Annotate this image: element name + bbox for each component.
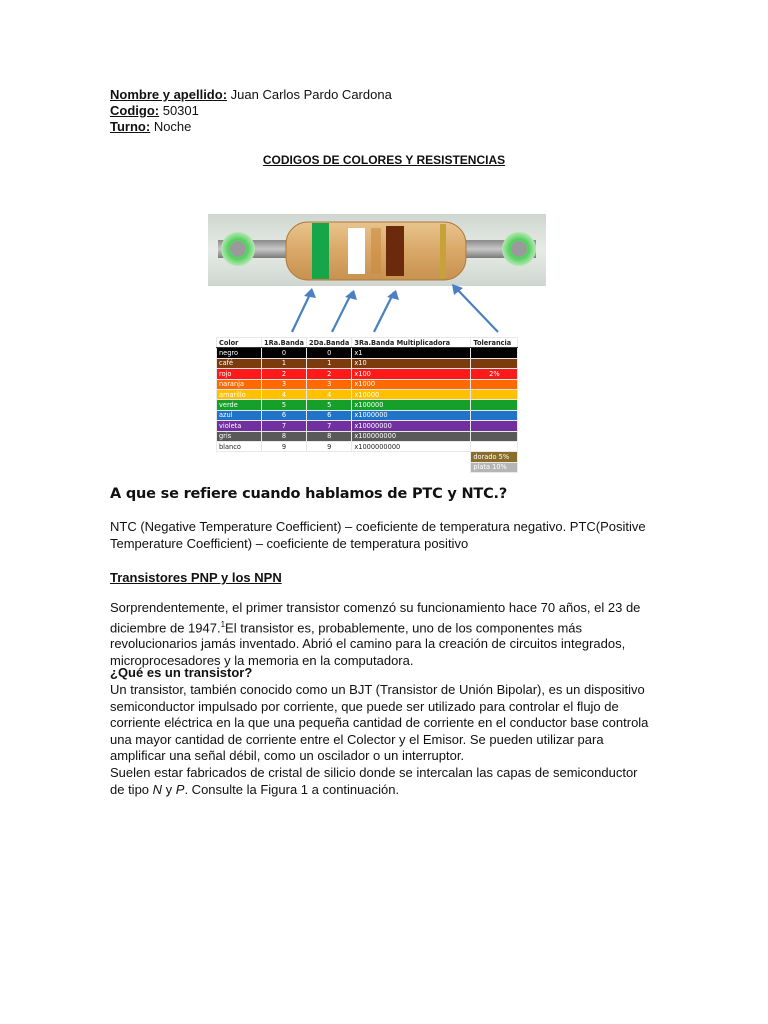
page-title: CODIGOS DE COLORES Y RESISTENCIAS [262, 153, 506, 167]
resistor-band-1 [312, 223, 329, 279]
cell-color-name: café [217, 358, 262, 368]
table-row [217, 379, 518, 389]
cell-band1: 6 [262, 410, 307, 420]
header-multiplier: 3Ra.Banda Multiplicadora [352, 338, 471, 348]
name-value: Juan Carlos Pardo Cardona [230, 87, 392, 102]
cell-multiplier: x1000 [352, 379, 471, 389]
cell-band1: 4 [262, 389, 307, 399]
cell-band1: 1 [262, 358, 307, 368]
cell-band2: 2 [307, 369, 352, 379]
cell-band2: 0 [307, 348, 352, 358]
cell-tolerance [471, 441, 518, 451]
conjunction: y [162, 781, 176, 797]
table-header-row [217, 338, 518, 348]
right-terminal [511, 241, 527, 257]
header-band2: 2Da.Banda [307, 338, 352, 348]
empty-cell [307, 462, 352, 472]
resistor-band-4 [440, 224, 446, 278]
shift-value: Noche [153, 119, 192, 134]
cell-color-name: azul [217, 410, 262, 420]
cell-tolerance: 2% [471, 369, 518, 379]
color-code-rows [217, 348, 518, 473]
arrow-head-2 [345, 290, 357, 300]
cell-multiplier: x10000 [352, 389, 471, 399]
table-row [217, 441, 518, 451]
transistor-definition-paragraph: Un transistor, también conocido como un BJT (Transistor de Unión Bipolar), es un dispositivo semiconductor impulsado por corriente, que puede ser utilizado para controlar el flujo de corriente eléctrica en la que una pequeña cantidad de corriente en el conductor base controla una mayor cantidad de corriente entre el Colector y el Emisor. Se pueden utilizar para amplificar una señal débil, como un oscilador o un interruptor. [110, 682, 649, 763]
cell-multiplier: x10000000 [352, 421, 471, 431]
transistors-heading: Transistores PNP y los NPN [110, 570, 282, 585]
arrow-head-1 [304, 288, 316, 298]
table-row [217, 389, 518, 399]
letter-p: P [175, 781, 185, 797]
name-label: Nombre y apellido: [110, 87, 228, 102]
empty-cell [352, 452, 471, 462]
cell-band2: 3 [307, 379, 352, 389]
cell-color-name: gris [217, 431, 262, 441]
shift-line [110, 119, 191, 135]
cell-band2: 4 [307, 389, 352, 399]
table-row [217, 421, 518, 431]
table-row [217, 431, 518, 441]
letter-n: N [152, 781, 163, 797]
cell-tolerance [471, 358, 518, 368]
cell-tolerance [471, 348, 518, 358]
cell-multiplier: x1000000 [352, 410, 471, 420]
empty-cell [262, 452, 307, 462]
empty-cell [217, 462, 262, 472]
arrow-band-4 [454, 286, 498, 332]
history-text-a: Sorprendentemente, el primer transistor comenzó su funcionamiento hace 70 años, el 23 de diciembre de 1947. [110, 600, 641, 635]
materials-text-a: Suelen estar fabricados de cristal de silicio donde se intercalan las capas de semiconductor de tipo [110, 765, 638, 797]
cell-color-name: blanco [217, 441, 262, 451]
cell-multiplier: x10 [352, 358, 471, 368]
empty-cell [217, 452, 262, 462]
cell-band1: 7 [262, 421, 307, 431]
tolerance-extra-row [217, 452, 518, 462]
table-row [217, 410, 518, 420]
cell-band1: 9 [262, 441, 307, 451]
arrow-head-3 [387, 290, 399, 300]
transistor-materials-paragraph [110, 765, 650, 798]
code-value: 50301 [162, 103, 199, 118]
cell-color-name: violeta [217, 421, 262, 431]
cell-multiplier: x100000000 [352, 431, 471, 441]
history-text-b: El transistor es, probablemente, uno de los componentes más revolucionarios jamás inventado. Abrió el camino para la creación de circuitos integrados, microprocesadores y la memoria en la computadora. [110, 619, 626, 668]
cell-band2: 1 [307, 358, 352, 368]
cell-color-name: amarillo [217, 389, 262, 399]
transistor-history-paragraph [110, 600, 650, 669]
what-is-transistor-heading: ¿Qué es un transistor? [110, 665, 253, 680]
resistor-band-2 [348, 228, 365, 274]
cell-tolerance [471, 410, 518, 420]
cell-multiplier: x1 [352, 348, 471, 358]
cell-band2: 9 [307, 441, 352, 451]
cell-tolerance [471, 421, 518, 431]
cell-multiplier: x1000000000 [352, 441, 471, 451]
cell-tolerance [471, 379, 518, 389]
tolerance-extra-row [217, 462, 518, 472]
table-row [217, 400, 518, 410]
cell-band2: 7 [307, 421, 352, 431]
cell-tolerance [471, 389, 518, 399]
cell-color-name: negro [217, 348, 262, 358]
table-row [217, 358, 518, 368]
cell-band1: 2 [262, 369, 307, 379]
cell-band2: 8 [307, 431, 352, 441]
cell-band2: 6 [307, 410, 352, 420]
cell-band2: 5 [307, 400, 352, 410]
cell-tolerance [471, 400, 518, 410]
code-label: Codigo: [110, 103, 160, 118]
resistor-color-code-figure [208, 214, 546, 488]
header-color: Color [217, 338, 262, 348]
empty-cell [307, 452, 352, 462]
cell-multiplier: x100000 [352, 400, 471, 410]
table-row [217, 369, 518, 379]
cell-band1: 8 [262, 431, 307, 441]
resistor-band-gap [371, 228, 381, 274]
code-line [110, 103, 199, 119]
ptc-ntc-question: A que se refiere cuando hablamos de PTC y NTC.? [110, 486, 508, 502]
cell-multiplier: x100 [352, 369, 471, 379]
color-code-table [216, 337, 518, 473]
shift-label: Turno: [110, 119, 151, 134]
tolerance-extra-cell: dorado 5% [471, 452, 518, 462]
tolerance-extra-cell: plata 10% [471, 462, 518, 472]
cell-color-name: verde [217, 400, 262, 410]
cell-color-name: rojo [217, 369, 262, 379]
resistor-band-3 [386, 226, 404, 276]
left-terminal [230, 241, 246, 257]
header-tolerance: Tolerancia [471, 338, 518, 348]
cell-band1: 5 [262, 400, 307, 410]
ptc-ntc-paragraph: NTC (Negative Temperature Coefficient) – coeficiente de temperatura negativo. PTC(Positive Temperature Coefficient) – coeficiente de temperatura positivo [110, 519, 646, 551]
table-row [217, 348, 518, 358]
cell-band1: 0 [262, 348, 307, 358]
cell-band1: 3 [262, 379, 307, 389]
name-line [110, 87, 392, 103]
header-band1: 1Ra.Banda [262, 338, 307, 348]
cell-color-name: naranja [217, 379, 262, 389]
empty-cell [352, 462, 471, 472]
empty-cell [262, 462, 307, 472]
cell-tolerance [471, 431, 518, 441]
footnote-mark: 1 [220, 619, 226, 629]
materials-text-b: . Consulte la Figura 1 a continuación. [184, 781, 400, 797]
band-arrows [292, 284, 498, 332]
